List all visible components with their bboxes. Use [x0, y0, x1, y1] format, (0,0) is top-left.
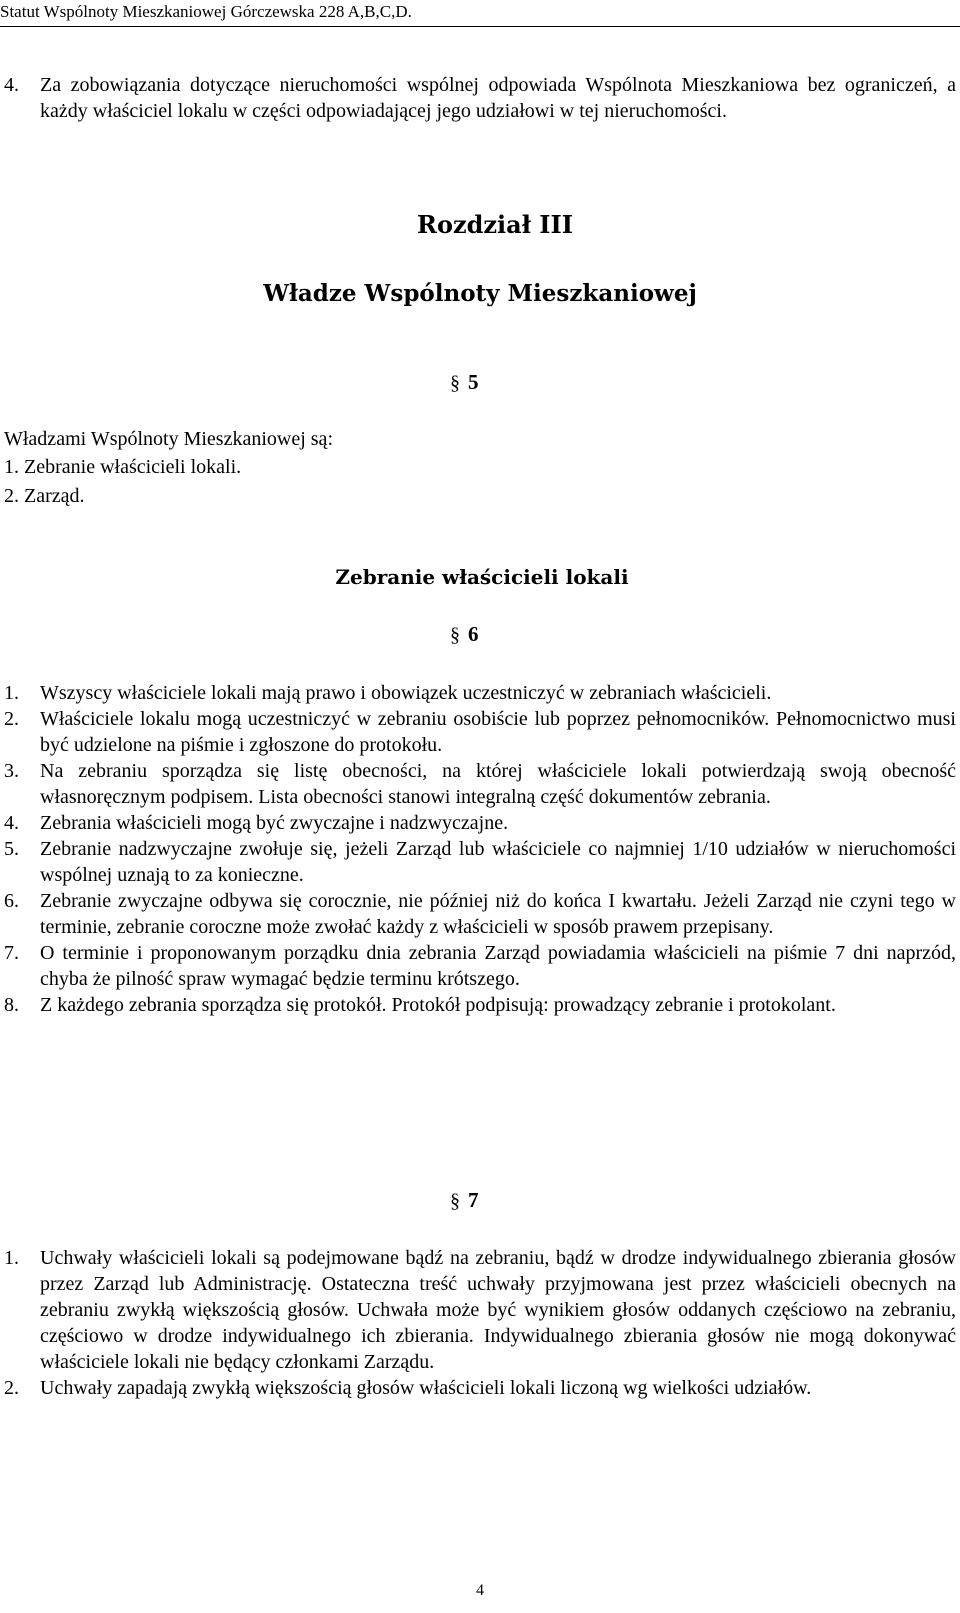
- paragraph-6-heading: [450, 622, 479, 647]
- item-number: 4.: [4, 812, 19, 834]
- item-text: Zebrania właścicieli mogą być zwyczajne i nadzwyczajne.: [40, 812, 509, 834]
- running-header: Statut Wspólnoty Mieszkaniowej Górczewska 228 A,B,C,D.: [0, 2, 412, 21]
- list-item: [4, 888, 956, 940]
- authorities-item: 1. Zebranie właścicieli lokali.: [4, 456, 242, 478]
- page-number: 4: [476, 1582, 484, 1599]
- item-text: Uchwały zapadają zwykłą większością głosów właścicieli lokali liczoną wg wielkości udziałów.: [40, 1377, 812, 1399]
- list-item: [4, 758, 956, 810]
- intro-item: [4, 72, 956, 124]
- section-sign: §: [450, 372, 460, 394]
- list-item: [4, 940, 956, 992]
- item-number: 7.: [4, 942, 19, 964]
- list-item: [4, 810, 956, 836]
- paragraph-7-list: [4, 1245, 956, 1401]
- authorities-item: 2. Zarząd.: [4, 485, 85, 507]
- paragraph-6-list: [4, 680, 956, 1018]
- list-item: [4, 1245, 956, 1375]
- item-text: Zebranie nadzwyczajne zwołuje się, jeżeli Zarząd lub właściciele co najmniej 1/10 udziałów w nieruchomości wspólnej uznają to za konieczne.: [40, 838, 956, 886]
- list-item: [4, 706, 956, 758]
- list-item: [4, 680, 956, 706]
- list-item: [4, 1375, 956, 1401]
- item-text: Z każdego zebrania sporządza się protokół. Protokół podpisują: prowadzący zebranie i protokolant.: [40, 994, 836, 1016]
- authorities-lead: Władzami Wspólnoty Mieszkaniowej są:: [4, 428, 333, 450]
- item-number: 3.: [4, 760, 19, 782]
- item-number: 1.: [4, 1247, 19, 1269]
- item-text: O terminie i proponowanym porządku dnia zebrania Zarząd powiadamia właścicieli na piśmie 7 dni naprzód, chyba że pilność spraw wymagać będzie terminu krótszego.: [40, 942, 956, 990]
- item-text: Za zobowiązania dotyczące nieruchomości wspólnej odpowiada Wspólnota Mieszkaniowa bez ograniczeń, a każdy właściciel lokalu w części odpowiadającej jego udziałowi w tej nieruchomości.: [40, 74, 956, 122]
- list-item: [4, 836, 956, 888]
- item-text: Na zebraniu sporządza się listę obecności, na której właściciele lokali potwierdzają swoją obecność własnoręcznym podpisem. Lista obecności stanowi integralną część dokumentów zebrania.: [40, 760, 956, 808]
- chapter-subtitle: Władze Wspólnoty Mieszkaniowej: [263, 280, 697, 307]
- item-text: Właściciele lokalu mogą uczestniczyć w zebraniu osobiście lub poprzez pełnomocników. Pełnomocnictwo musi być udzielone na piśmie i zgłoszone do protokołu.: [40, 708, 956, 756]
- paragraph-number: 6: [468, 622, 479, 646]
- item-number: 2.: [4, 1377, 19, 1399]
- item-text: Uchwały właścicieli lokali są podejmowane bądź na zebraniu, bądź w drodze indywidualnego zbierania głosów przez Zarząd lub Administrację. Ostateczna treść uchwały przyjmowana jest przez właścicieli obecnych na zebraniu zwykłą większością głosów. Uchwała może być wynikiem głosów oddanych częściowo na zebraniu, częściowo w drodze indywidualnego ich zbierania. Indywidualnego zbierania głosów nie mogą dokonywać właściciele lokali nie będący członkami Zarządu.: [40, 1247, 956, 1373]
- item-number: 8.: [4, 994, 19, 1016]
- list-item: [4, 992, 956, 1018]
- item-number: 5.: [4, 838, 19, 860]
- section-title: Zebranie właścicieli lokali: [335, 565, 629, 589]
- paragraph-number: 7: [468, 1188, 479, 1212]
- paragraph-number: 5: [468, 370, 479, 394]
- chapter-title: Rozdział III: [417, 210, 573, 239]
- paragraph-5-heading: [450, 370, 479, 395]
- item-text: Wszyscy właściciele lokali mają prawo i obowiązek uczestniczyć w zebraniach właścicieli.: [40, 682, 772, 704]
- section-sign: §: [450, 624, 460, 646]
- header-divider: [0, 26, 960, 27]
- item-number: 2.: [4, 708, 19, 730]
- item-number: 1.: [4, 682, 19, 704]
- item-number: 6.: [4, 890, 19, 912]
- section-sign: §: [450, 1190, 460, 1212]
- paragraph-7-heading: [450, 1188, 479, 1213]
- item-text: Zebranie zwyczajne odbywa się corocznie, nie później niż do końca I kwartału. Jeżeli Zarząd nie czyni tego w terminie, zebranie coroczne może zwołać każdy z właścicieli w sposób prawem przepisany.: [40, 890, 956, 938]
- item-number: 4.: [4, 74, 19, 96]
